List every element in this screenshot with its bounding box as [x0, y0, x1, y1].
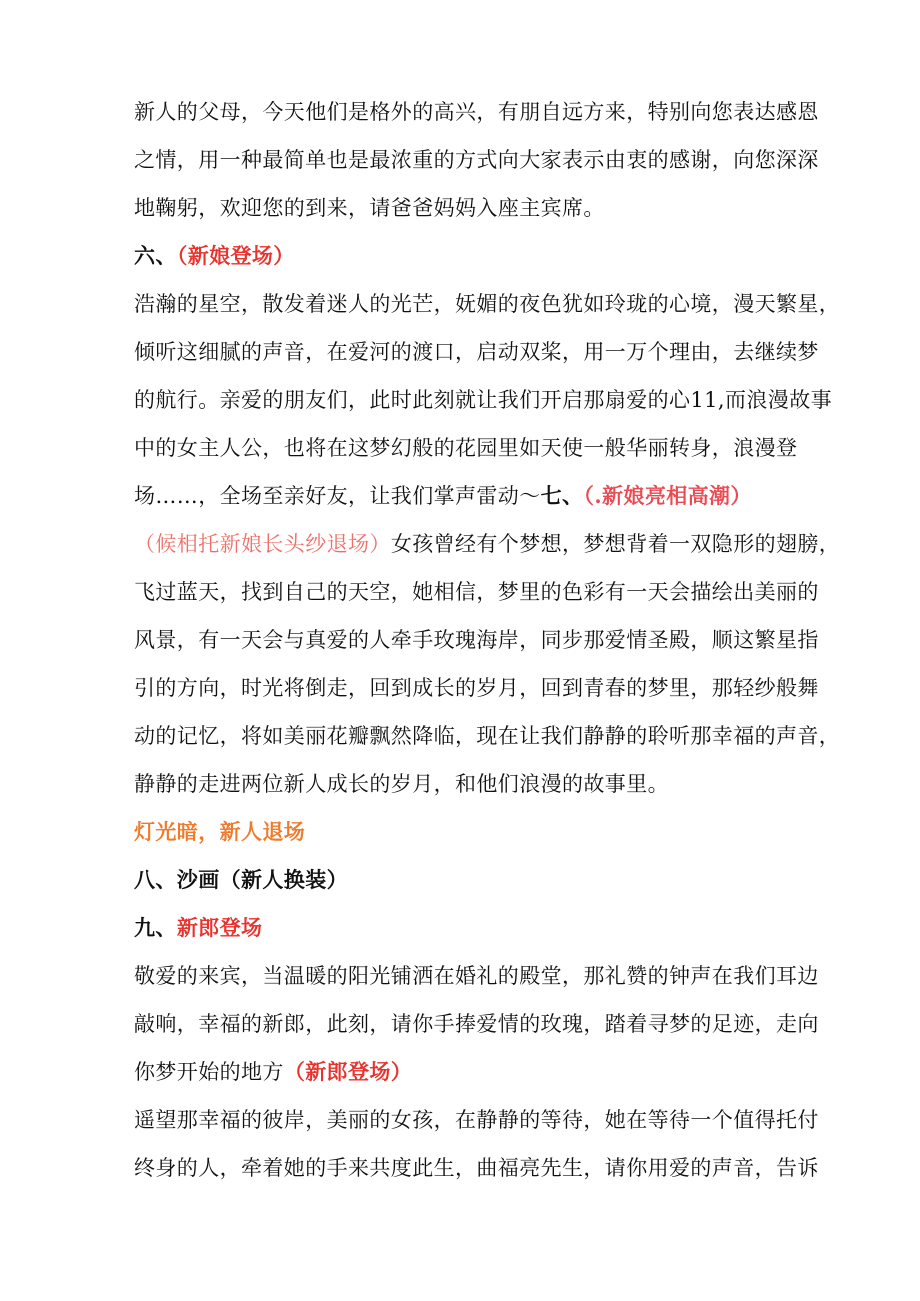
stage-direction-lights-off: 灯光暗，新人退场 [134, 819, 306, 844]
paragraph-bride [134, 280, 841, 520]
text-line: 新人的父母，今天他们是格外的高兴，有朋自远方来，特别向您表达感恩 [134, 100, 819, 124]
inline-text: 你梦开始的地方 [134, 1060, 284, 1084]
inline-text: 女孩曾经有个梦想，梦想背着一双隐形的翅膀， [390, 532, 841, 556]
section-number: 九、 [134, 915, 177, 940]
text-line: 静静的走进两位新人成长的岁月，和他们浪漫的故事里。 [134, 772, 669, 796]
section-heading-sand-painting: 八、沙画（新人换装） [134, 867, 348, 892]
section-title: （新娘登场） [176, 243, 295, 268]
paragraph-parents [134, 88, 819, 232]
section-number: 六、 [134, 243, 177, 268]
section-number: 七、 [540, 483, 584, 508]
paragraph-dream [134, 520, 841, 808]
text-line: 飞过蓝天，找到自己的天空，她相信，梦里的色彩有一天会描绘出美丽的 [134, 580, 819, 604]
text-line [134, 520, 841, 568]
text-line: 引的方向，时光将倒走，回到成长的岁月，回到青春的梦里，那轻纱般舞 [134, 676, 819, 700]
document-page [134, 88, 841, 1192]
text-line: 地鞠躬，欢迎您的到来，请爸爸妈妈入座主宾席。 [134, 196, 605, 220]
text-line: 风景，有一天会与真爱的人牵手玫瑰海岸，同步那爱情圣殿，顺这繁星指 [134, 628, 819, 652]
text-line: 敲响，幸福的新郎，此刻，请你手捧爱情的玫瑰，踏着寻梦的足迹，走向 [134, 1012, 819, 1036]
stage-direction-note: （候相托新娘长头纱退场） [134, 532, 391, 556]
text-line: 敬爱的来宾，当温暖的阳光铺洒在婚礼的殿堂，那礼赞的钟声在我们耳边 [134, 964, 819, 988]
text-line: 倾听这细腻的声音，在爱河的渡口，启动双桨，用一万个理由，去继续梦 [134, 340, 819, 364]
text-line: 之情，用一种最简单也是最浓重的方式向大家表示由衷的感谢，向您深深 [134, 148, 819, 172]
text-line: 遥望那幸福的彼岸，美丽的女孩，在静静的等待，她在等待一个值得托付 [134, 1108, 819, 1132]
text-line [134, 1048, 794, 1096]
section-title: 新郎登场 [176, 915, 263, 940]
text-line: 动的记忆，将如美丽花瓣飘然降临，现在让我们静静的聆听那幸福的声音， [134, 724, 841, 748]
text-line: 的航行。亲爱的朋友们，此时此刻就让我们开启那扇爱的心11,而浪漫故事 [134, 388, 832, 412]
text-line [134, 472, 794, 520]
text-line: 终身的人，牵着她的手来共度此生，曲福亮先生，请你用爱的声音，告诉 [134, 1156, 819, 1180]
section-heading-groom-entrance [134, 904, 794, 952]
paragraph-groom [134, 952, 819, 1096]
section-heading-bride-entrance [134, 232, 794, 280]
section-title: （新郎登场） [283, 1059, 413, 1084]
section-title: （.新娘亮相高潮） [583, 483, 752, 508]
text-line: 浩瀚的星空，散发着迷人的光芒，妩媚的夜色犹如玲珑的心境，漫天繁星， [134, 292, 841, 316]
inline-text: 场……，全场至亲好友，让我们掌声雷动～ [134, 484, 541, 508]
paragraph-shore [134, 1096, 819, 1192]
text-line: 中的女主人公，也将在这梦幻般的花园里如天使一般华丽转身，浪漫登 [134, 436, 798, 460]
